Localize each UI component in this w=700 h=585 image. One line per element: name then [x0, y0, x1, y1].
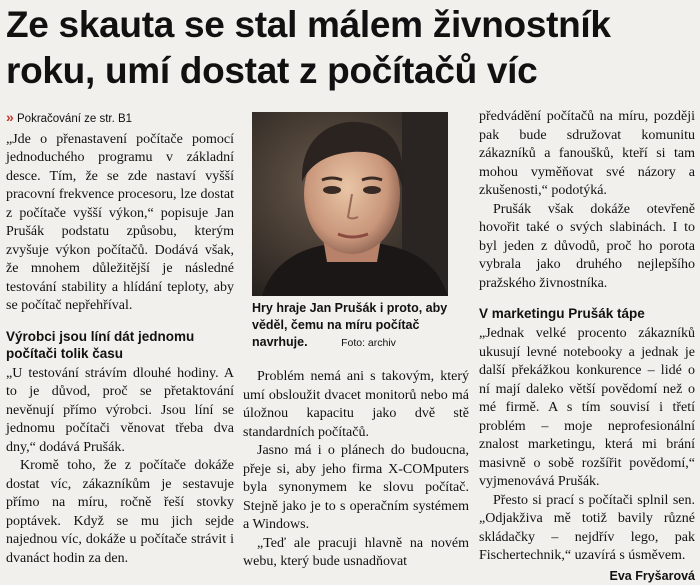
paragraph: „Jednak velké procento zákazníků ukusují levné notebooky a jednak je další překážkou konkurence – lidé o ní mají daleko větší povědomí než o mé firmě. A s tím souvisí i třetí problém – moje neprofesionální znalost marketingu, která mi brání masivně o sobě rozšířit povědomí,“ vyjmenovává Prušák. — [479, 325, 695, 492]
continuation-note — [6, 108, 234, 129]
paragraph: Prušák však dokáže otevřeně hovořit také o svých slabinách. I to byl jeden z důvodů, proč ho porota vybrala jako druhého nejlepšího pražského živnostníka. — [479, 201, 695, 294]
paragraph: předvádění počítačů na míru, později pak bude sdružovat komunitu zákazníků a fanoušků, kteří si tam mohou vyměňovat své názory a zkušenosti,“ podotýká. — [479, 108, 695, 201]
paragraph: „Jde o přenastavení počítače pomocí jednoduchého programu v základní desce. Tím, že se zde nastaví vyšší pracovní frekvence procesoru, lze dostat z počítače vyšší výkon,“ popisuje Jan Prušák podstatu způsobu, kterým zvyšuje výkon počítačů. Dodává však, že mnohem důležitější je následné testování stability a hlídání teploty, aby se počítač nepřehříval. — [6, 131, 234, 316]
portrait-photo — [252, 112, 448, 296]
paragraph: Problém nemá ani s takovým, který umí obsloužit dvacet monitorů nebo má úložnou kapacitu jako dvě stě standardních počítačů. — [243, 368, 469, 442]
article-column-2 — [243, 368, 469, 572]
caption-text: Hry hraje Jan Prušák i proto, aby věděl, čemu na míru počítač navrhuje. — [252, 301, 447, 349]
photo-credit: Foto: archiv — [341, 337, 396, 349]
paragraph: „Teď ale pracuji hlavně na novém webu, který bude usnadňovat — [243, 535, 469, 572]
article-column-3 — [479, 108, 695, 585]
headline-line-2: roku, umí dostat z počítačů víc — [6, 48, 696, 94]
paragraph: Přesto si prací s počítači splnil sen. „Odjakživa mě totiž bavily různé skládačky – nejdřív lego, pak Fischertechnik,“ uzavírá s úsměvem. — [479, 492, 695, 566]
double-chevron-icon: » — [6, 109, 14, 125]
paragraph: „U testování strávím dlouhé hodiny. A to je důvod, proč se přetaktování nevěnují přímo výrobci. Jsou líní se jednomu počítači věnovat třeba dva dny,“ dodává Prušák. — [6, 365, 234, 458]
paragraph: Kromě toho, že z počítače dokáže dostat víc, zákazníkům je sestavuje přímo na míru, ročně řeší stovky poptávek. Když se mu jich sejde najednou víc, dokáže u počítače strávit i dvanáct hodin za den. — [6, 457, 234, 568]
continuation-text: Pokračování ze str. B1 — [17, 113, 132, 125]
person-portrait-icon — [252, 112, 448, 296]
headline-line-1: Ze skauta se stal málem živnostník — [6, 2, 696, 48]
paragraph: Jasno má i o plánech do budoucna, přeje si, aby jeho firma X-COMputers byla synonymem ke slovu počítač. Stejně jako je to s operačním systémem a Windows. — [243, 442, 469, 535]
subheading: Výrobci jsou líní dát jednomu počítači tolik času — [6, 328, 234, 362]
headline — [6, 2, 696, 94]
author-byline: Eva Fryšarová — [479, 567, 695, 585]
subheading: V marketingu Prušák tápe — [479, 305, 695, 322]
article-column-1 — [6, 108, 234, 568]
photo-caption — [252, 300, 457, 352]
